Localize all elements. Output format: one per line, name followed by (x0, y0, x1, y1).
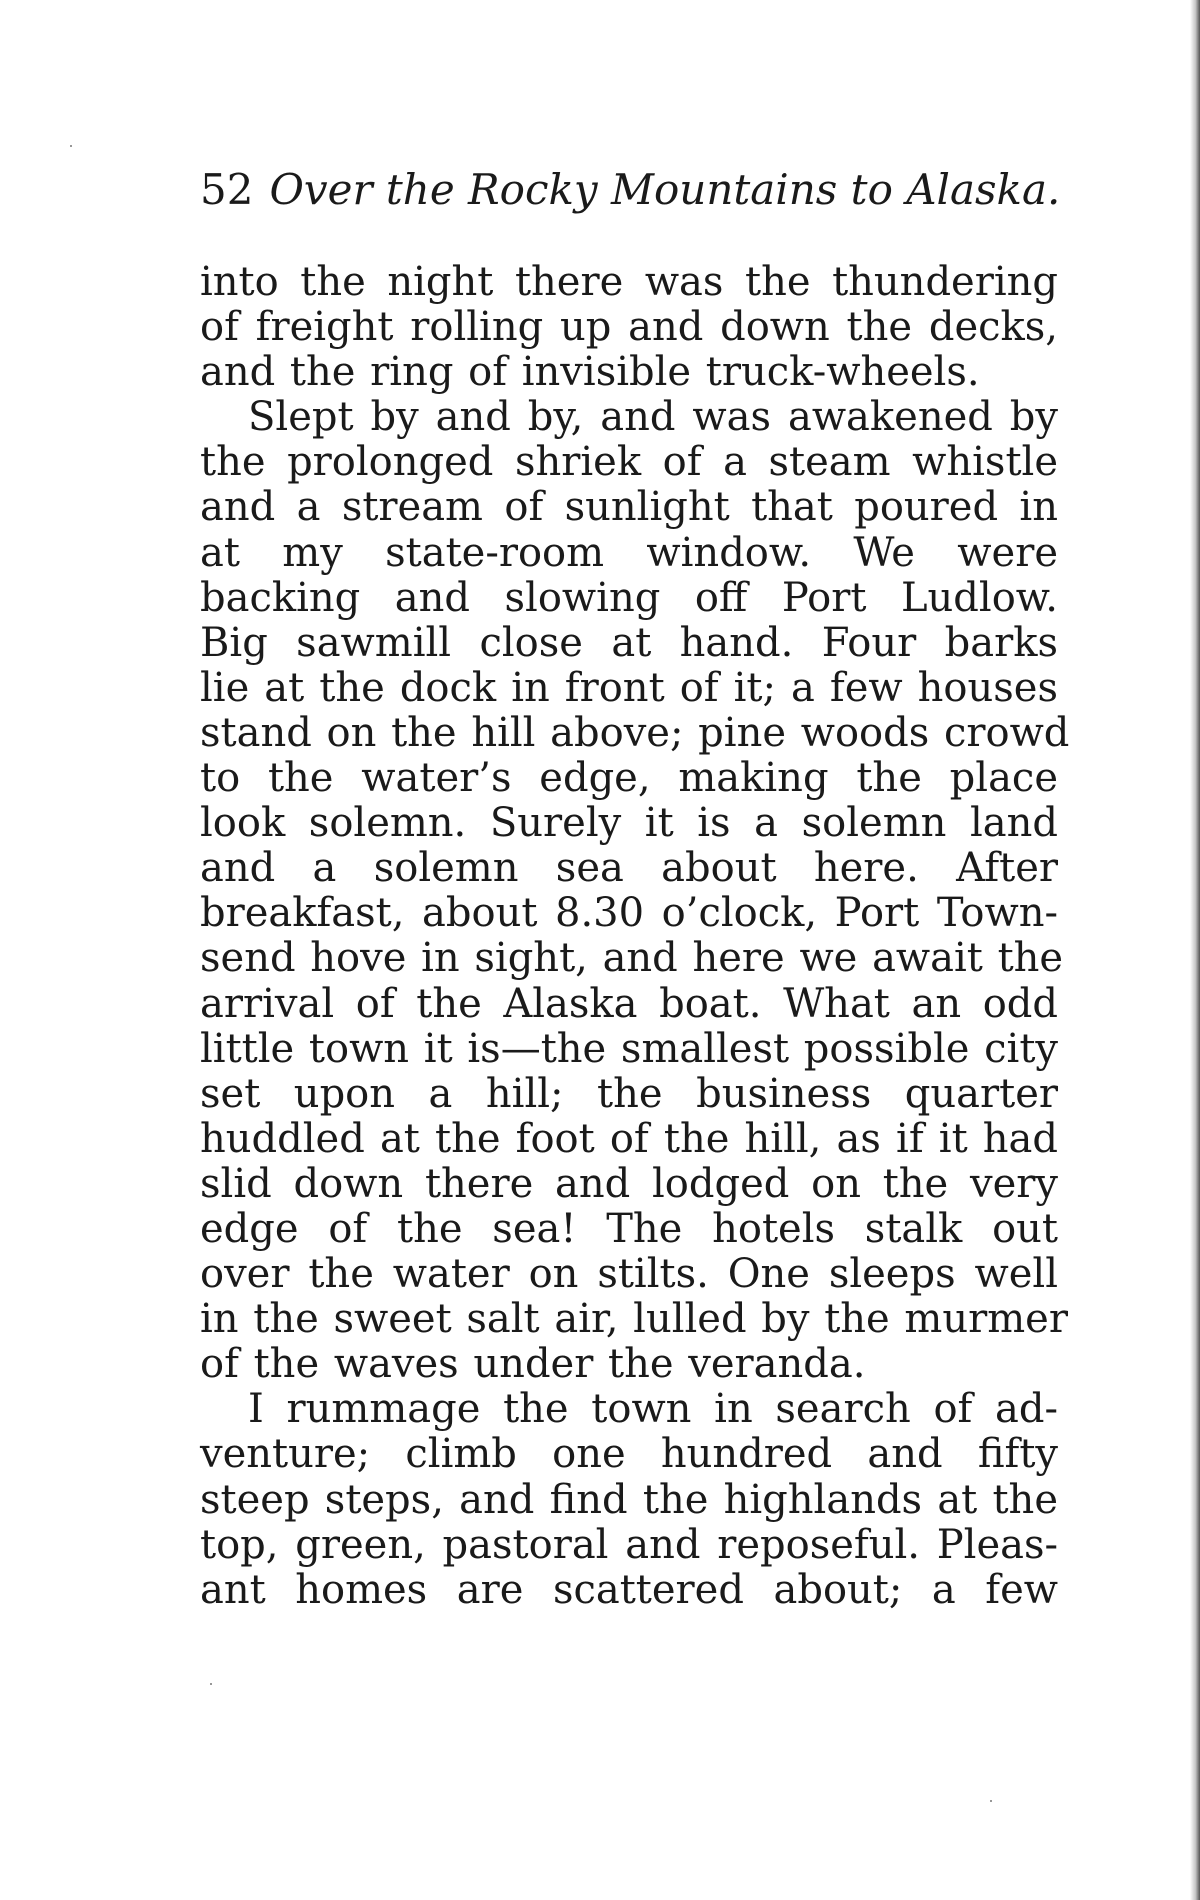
text-line: backing and slowing off Port Ludlow. (200, 574, 1058, 621)
text-line: look solemn. Surely it is a solemn land (200, 800, 1058, 847)
text-line: edge of the sea! The hotels stalk out (200, 1205, 1058, 1252)
text-line: little town it is—the smallest possible city (200, 1025, 1058, 1072)
text-line: huddled at the foot of the hill, as if it had (200, 1115, 1058, 1162)
paper-speck (990, 1800, 992, 1802)
text-line: into the night there was the thundering (200, 259, 1058, 305)
text-line: top, green, pastoral and reposeful. Pleas- (200, 1521, 1058, 1568)
text-line: ant homes are scattered about; a few (200, 1566, 1058, 1613)
text-line: venture; climb one hundred and fifty (200, 1431, 1058, 1478)
text-line: Big sawmill close at hand. Four barks (200, 619, 1058, 666)
text-line: in the sweet salt air, lulled by the murmer (200, 1296, 1068, 1343)
text-line: of the waves under the veranda. (200, 1341, 866, 1388)
text-line: of freight rolling up and down the decks, (200, 304, 1058, 351)
text-line: arrival of the Alaska boat. What an odd (200, 980, 1058, 1027)
text-line: steep steps, and find the highlands at the (200, 1476, 1058, 1523)
paper-speck (210, 1683, 212, 1685)
paper-speck (70, 145, 72, 147)
text-line: send hove in sight, and here we await the (200, 935, 1064, 982)
page-edge-shadow (1190, 0, 1200, 1900)
paragraph-start-line: Slept by and by, and was awakened by (248, 394, 1058, 441)
body-text (200, 259, 1070, 1613)
text-line: at my state-room window. We were (200, 529, 1058, 576)
text-line: stand on the hill above; pine woods crowd (200, 709, 1070, 756)
text-line: slid down there and lodged on the very (200, 1160, 1058, 1207)
text-line: and a solemn sea about here. After (200, 845, 1058, 892)
text-line: and the ring of invisible truck-wheels. (200, 349, 980, 396)
text-line: and a stream of sunlight that poured in (200, 484, 1058, 531)
text-line: set upon a hill; the business quarter (200, 1070, 1058, 1117)
text-line: to the water’s edge, making the place (200, 755, 1058, 802)
page-number: 52 (200, 165, 254, 214)
text-line: over the water on stilts. One sleeps well (200, 1251, 1058, 1298)
text-line: lie at the dock in front of it; a few houses (200, 664, 1058, 711)
text-line: the prolonged shriek of a steam whistle (200, 439, 1058, 486)
book-title: Over the Rocky Mountains to Alaska. (269, 165, 1061, 214)
paragraph-start-line: I rummage the town in search of ad- (248, 1386, 1058, 1433)
running-head (200, 165, 1060, 215)
text-line: breakfast, about 8.30 o’clock, Port Town- (200, 890, 1058, 937)
